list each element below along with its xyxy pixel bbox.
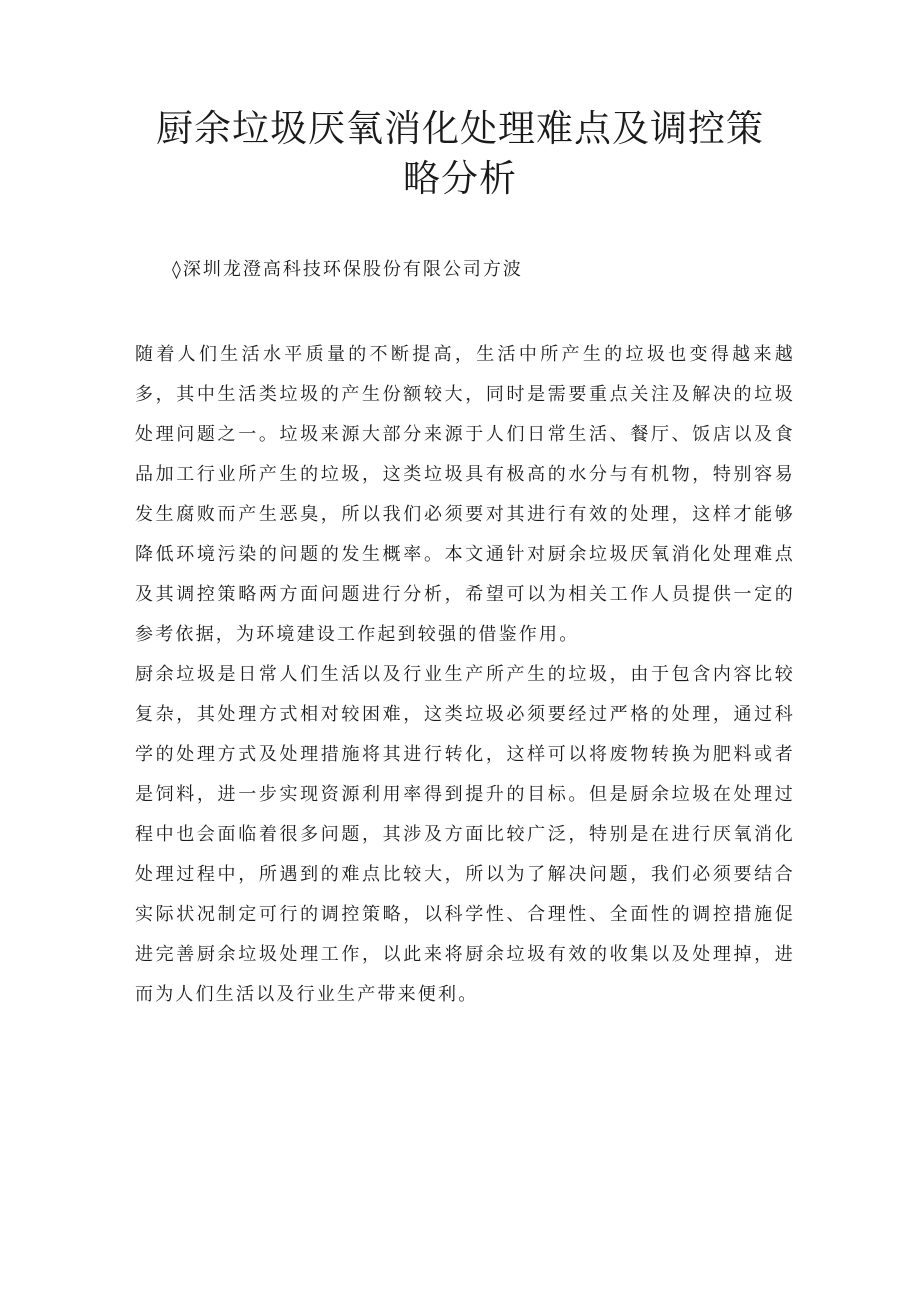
document-body bbox=[135, 335, 795, 1015]
author-byline: ◊深圳龙澄高科技环保股份有限公司方波 bbox=[172, 259, 523, 280]
document-title: 厨余垃圾厌氧消化处理难点及调控策略分析 bbox=[156, 107, 764, 200]
body-paragraph: 随着人们生活水平质量的不断提高，生活中所产生的垃圾也变得越来越多，其中生活类垃圾的产生份额较大，同时是需要重点关注及解决的垃圾处理问题之一。垃圾来源大部分来源于人们日常生活、餐厅、饭店以及食品加工行业所产生的垃圾，这类垃圾具有极高的水分与有机物，特别容易发生腐败而产生恶臭，所以我们必须要对其进行有效的处理，这样才能够降低环境污染的问题的发生概率。本文通针对厨余垃圾厌氧消化处理难点及其调控策略两方面问题进行分析，希望可以为相关工作人员提供一定的参考依据，为环境建设工作起到较强的借鉴作用。 bbox=[135, 344, 795, 645]
body-paragraph: 厨余垃圾是日常人们生活以及行业生产所产生的垃圾，由于包含内容比较复杂，其处理方式相对较困难，这类垃圾必须要经过严格的处理，通过科学的处理方式及处理措施将其进行转化，这样可以将废物转换为肥料或者是饲料，进一步实现资源利用率得到提升的目标。但是厨余垃圾在处理过程中也会面临着很多问题，其涉及方面比较广泛，特别是在进行厌氧消化处理过程中，所遇到的难点比较大，所以为了解决问题，我们必须要结合实际状况制定可行的调控策略，以科学性、合理性、全面性的调控措施促进完善厨余垃圾处理工作，以此来将厨余垃圾有效的收集以及处理掉，进而为人们生活以及行业生产带来便利。 bbox=[135, 664, 795, 1005]
